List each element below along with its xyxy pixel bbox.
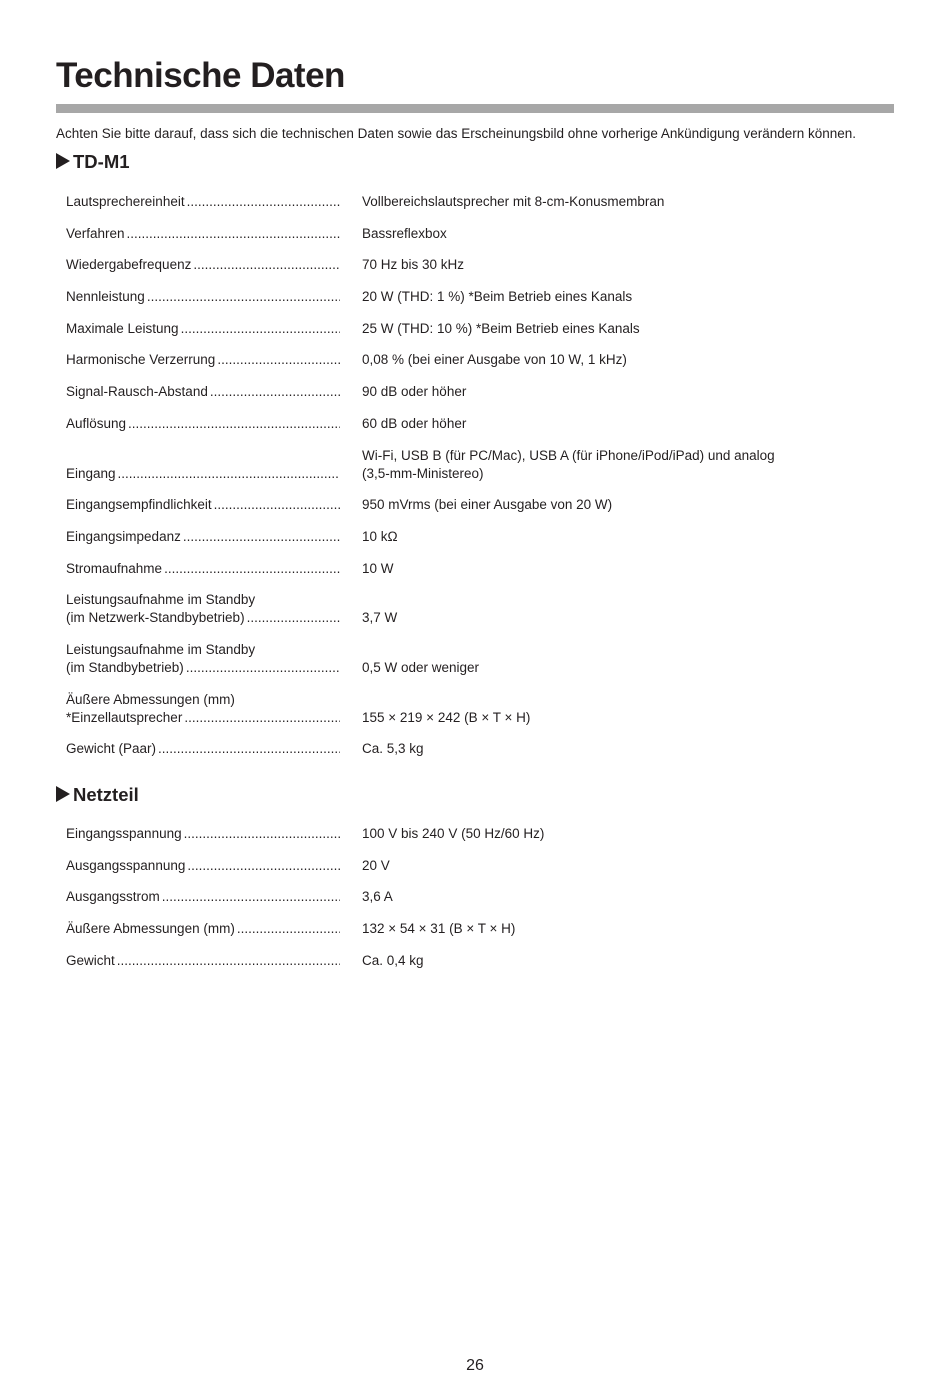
spec-list-td-m1: [66, 193, 866, 772]
spec-value-line: 132 × 54 × 31 (B × T × H): [362, 921, 516, 937]
spec-value-line: Bassreflexbox: [362, 225, 447, 241]
dot-leader: [184, 825, 340, 843]
spec-value-line: Ca. 5,3 kg: [362, 741, 424, 757]
spec-label: [66, 225, 340, 243]
page-title: Technische Daten: [56, 56, 345, 95]
spec-value-line: 100 V bis 240 V (50 Hz/60 Hz): [362, 826, 545, 841]
spec-row: [66, 447, 866, 483]
spec-value-line: 950 mVrms (bei einer Ausgabe von 20 W): [362, 497, 613, 513]
spec-label-line: Stromaufnahme: [66, 560, 163, 576]
spec-row: [66, 591, 866, 627]
dot-leader: [210, 383, 340, 401]
spec-row: [66, 888, 866, 906]
spec-label: [66, 825, 340, 843]
dot-leader: [193, 256, 340, 274]
spec-row: [66, 415, 866, 433]
spec-value: [340, 288, 866, 306]
spec-label-last-line: [66, 383, 340, 401]
spec-label: [66, 383, 340, 401]
spec-label-line: *Einzellautsprecher: [66, 709, 183, 725]
spec-label-line: (im Standbybetrieb): [66, 659, 184, 675]
spec-value: [340, 320, 866, 338]
spec-row: [66, 641, 866, 677]
spec-label-last-line: [66, 857, 340, 875]
spec-label-line: Ausgangsspannung: [66, 857, 186, 873]
spec-value: [340, 709, 866, 727]
spec-label: [66, 641, 340, 677]
spec-label-line: Gewicht (Paar): [66, 741, 157, 757]
dot-leader: [162, 888, 340, 906]
spec-label-line: Harmonische Verzerrung: [66, 352, 216, 368]
spec-row: [66, 920, 866, 938]
dot-leader: [187, 857, 340, 875]
spec-row: [66, 528, 866, 546]
spec-row: [66, 496, 866, 514]
spec-list-netzteil: [66, 825, 866, 983]
dot-leader: [247, 609, 340, 627]
spec-label-line: Verfahren: [66, 225, 125, 241]
spec-value: [340, 496, 866, 514]
spec-value: [340, 920, 866, 938]
spec-label: [66, 465, 340, 483]
spec-value-line: 20 W (THD: 1 %) *Beim Betrieb eines Kanals: [362, 289, 633, 305]
section-heading-label: TD-M1: [73, 151, 130, 172]
spec-label-line: Ausgangsstrom: [66, 889, 160, 905]
dot-leader: [158, 740, 340, 758]
spec-value: [340, 952, 866, 970]
dot-leader: [186, 659, 340, 677]
spec-row: [66, 825, 866, 843]
spec-label-last-line: [66, 288, 340, 306]
spec-label-last-line: [66, 560, 340, 578]
spec-label-last-line: [66, 920, 340, 938]
spec-label-line: Leistungsaufnahme im Standby: [66, 641, 256, 657]
spec-label: [66, 740, 340, 758]
spec-label-last-line: [66, 888, 340, 906]
dot-leader: [147, 288, 340, 306]
page-number: 26: [466, 1357, 484, 1374]
spec-label-line: Maximale Leistung: [66, 320, 179, 336]
dot-leader: [128, 415, 340, 433]
dot-leader: [217, 351, 340, 369]
dot-leader: [183, 528, 340, 546]
spec-label-line: Eingangsspannung: [66, 826, 182, 841]
spec-value: [340, 447, 866, 483]
spec-row: [66, 691, 866, 727]
spec-value-line: (3,5-mm-Ministereo): [362, 465, 484, 481]
dot-leader: [214, 496, 340, 514]
spec-label-line: Auflösung: [66, 415, 127, 431]
spec-label-last-line: [66, 609, 340, 627]
spec-value-line: 3,6 A: [362, 889, 393, 905]
spec-label-last-line: [66, 659, 340, 677]
spec-row: [66, 740, 866, 758]
spec-value-line: 10 kΩ: [362, 528, 398, 544]
dot-leader: [127, 225, 340, 243]
spec-value: [340, 383, 866, 401]
spec-label: [66, 560, 340, 578]
spec-label: [66, 320, 340, 338]
spec-label: [66, 952, 340, 970]
spec-value: [340, 351, 866, 369]
spec-value-line: 0,5 W oder weniger: [362, 659, 480, 675]
dot-leader: [237, 920, 340, 938]
triangle-arrow-icon: [56, 153, 70, 169]
dot-leader: [184, 709, 340, 727]
spec-label-line: Äußere Abmessungen (mm): [66, 921, 235, 937]
spec-row: [66, 225, 866, 243]
spec-value: [340, 740, 866, 758]
spec-label-last-line: [66, 825, 340, 843]
spec-label-line: Nennleistung: [66, 289, 145, 305]
spec-value: [340, 609, 866, 627]
spec-value-line: 60 dB oder höher: [362, 415, 467, 431]
spec-value-line: 10 W: [362, 560, 394, 576]
spec-value: [340, 193, 866, 211]
spec-label: [66, 193, 340, 211]
spec-value-line: 155 × 219 × 242 (B × T × H): [362, 709, 531, 725]
section-heading-label: Netzteil: [73, 784, 139, 805]
spec-label-last-line: [66, 496, 340, 514]
spec-value: [340, 888, 866, 906]
spec-label-last-line: [66, 351, 340, 369]
spec-label-line: Gewicht: [66, 952, 115, 968]
spec-value: [340, 560, 866, 578]
dot-leader: [117, 952, 340, 970]
dot-leader: [181, 320, 340, 338]
spec-row: [66, 288, 866, 306]
spec-value-line: 3,7 W: [362, 610, 398, 626]
spec-label: [66, 888, 340, 906]
spec-row: [66, 560, 866, 578]
spec-value: [340, 857, 866, 875]
spec-label-line: Signal-Rausch-Abstand: [66, 384, 208, 400]
triangle-arrow-icon: [56, 786, 70, 802]
spec-label-line: (im Netzwerk-Standbybetrieb): [66, 610, 245, 626]
spec-label-line: Lautsprechereinheit: [66, 194, 185, 209]
spec-label: [66, 691, 340, 727]
spec-label-last-line: [66, 952, 340, 970]
spec-label: [66, 256, 340, 274]
spec-value-line: Wi-Fi, USB B (für PC/Mac), USB A (für iPhone/iPod/iPad) und analog: [362, 447, 775, 463]
spec-row: [66, 952, 866, 970]
spec-label-line: Eingang: [66, 465, 116, 481]
intro-text: Achten Sie bitte darauf, dass sich die technischen Daten sowie das Erscheinungsbild ohne vorherige Ankündigung verändern können.: [56, 126, 857, 141]
spec-value-line: 25 W (THD: 10 %) *Beim Betrieb eines Kanals: [362, 320, 640, 336]
spec-value-line: Vollbereichslautsprecher mit 8-cm-Konusmembran: [362, 194, 665, 209]
spec-value: [340, 225, 866, 243]
spec-value: [340, 256, 866, 274]
spec-value: [340, 528, 866, 546]
dot-leader: [164, 560, 340, 578]
spec-label: [66, 288, 340, 306]
spec-label-last-line: [66, 740, 340, 758]
spec-label-line: Eingangsempfindlichkeit: [66, 497, 212, 513]
spec-row: [66, 256, 866, 274]
spec-label-last-line: [66, 320, 340, 338]
spec-value-line: 20 V: [362, 857, 390, 873]
dot-leader: [187, 193, 340, 211]
title-divider: [56, 104, 894, 113]
spec-label: [66, 920, 340, 938]
spec-label-last-line: [66, 465, 340, 483]
spec-label: [66, 415, 340, 433]
spec-row: [66, 351, 866, 369]
spec-label: [66, 496, 340, 514]
spec-label-last-line: [66, 225, 340, 243]
dot-leader: [118, 465, 340, 483]
spec-value: [340, 825, 866, 843]
spec-value-line: Ca. 0,4 kg: [362, 952, 424, 968]
spec-row: [66, 320, 866, 338]
spec-value-line: 90 dB oder höher: [362, 384, 467, 400]
spec-value-line: 0,08 % (bei einer Ausgabe von 10 W, 1 kHz): [362, 352, 627, 368]
spec-label: [66, 528, 340, 546]
spec-value: [340, 659, 866, 677]
section-heading-td-m1: [56, 151, 130, 173]
spec-label: [66, 857, 340, 875]
spec-label-line: Äußere Abmessungen (mm): [66, 691, 235, 707]
spec-row: [66, 193, 866, 211]
spec-label-last-line: [66, 528, 340, 546]
spec-label: [66, 351, 340, 369]
spec-label-last-line: [66, 256, 340, 274]
spec-label-line: Leistungsaufnahme im Standby: [66, 592, 256, 608]
spec-label-last-line: [66, 415, 340, 433]
spec-row: [66, 857, 866, 875]
spec-value: [340, 415, 866, 433]
spec-label-line: Wiedergabefrequenz: [66, 257, 192, 273]
spec-row: [66, 383, 866, 401]
spec-label-line: Eingangsimpedanz: [66, 528, 181, 544]
spec-value-line: 70 Hz bis 30 kHz: [362, 257, 465, 273]
spec-label-last-line: [66, 709, 340, 727]
spec-label: [66, 591, 340, 627]
spec-label-last-line: [66, 193, 340, 211]
section-heading-netzteil: [56, 784, 139, 806]
